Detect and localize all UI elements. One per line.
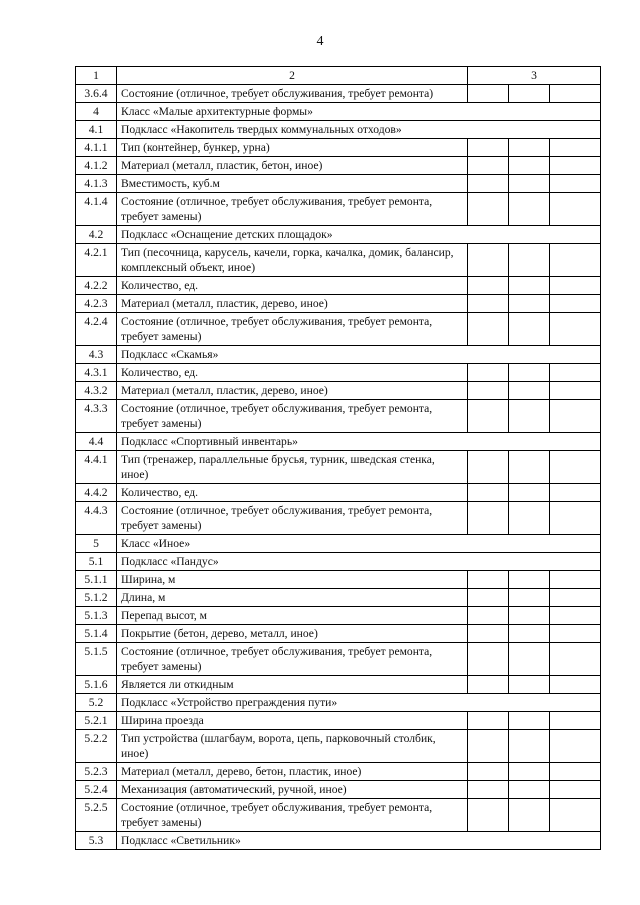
value-cell [550, 676, 601, 694]
value-cell [550, 193, 601, 226]
value-cell [509, 295, 550, 313]
row-number: 5.1 [76, 553, 117, 571]
value-cell [550, 484, 601, 502]
header-col-1: 1 [76, 67, 117, 85]
row-description: Подкласс «Устройство преграждения пути» [117, 694, 601, 712]
row-number: 5.1.3 [76, 607, 117, 625]
value-cell [468, 400, 509, 433]
value-cell [509, 763, 550, 781]
table-row [76, 625, 601, 643]
table-row [76, 382, 601, 400]
value-cell [468, 364, 509, 382]
value-cell [509, 799, 550, 832]
value-cell [550, 712, 601, 730]
row-number: 5.1.4 [76, 625, 117, 643]
table-row [76, 694, 601, 712]
table-row [76, 85, 601, 103]
table-row [76, 346, 601, 364]
row-number: 5 [76, 535, 117, 553]
row-description: Подкласс «Оснащение детских площадок» [117, 226, 601, 244]
page-number: 4 [316, 34, 324, 49]
value-cell [550, 451, 601, 484]
row-description: Количество, ед. [117, 277, 468, 295]
value-cell [550, 643, 601, 676]
table-row [76, 763, 601, 781]
row-number: 5.1.2 [76, 589, 117, 607]
value-cell [550, 157, 601, 175]
row-number: 4.4.1 [76, 451, 117, 484]
row-number: 4.2.3 [76, 295, 117, 313]
row-description: Тип (песочница, карусель, качели, горка, качалка, домик, балансир, комплексный объект, иное) [117, 244, 468, 277]
value-cell [550, 730, 601, 763]
row-description: Материал (металл, пластик, бетон, иное) [117, 157, 468, 175]
value-cell [509, 484, 550, 502]
row-number: 4.1.2 [76, 157, 117, 175]
row-description: Длина, м [117, 589, 468, 607]
value-cell [468, 277, 509, 295]
row-description: Механизация (автоматический, ручной, иное) [117, 781, 468, 799]
value-cell [550, 244, 601, 277]
table-row [76, 277, 601, 295]
row-number: 4.2.1 [76, 244, 117, 277]
row-number: 4.4.3 [76, 502, 117, 535]
table-row [76, 799, 601, 832]
value-cell [550, 313, 601, 346]
row-description: Состояние (отличное, требует обслуживания, требует ремонта, требует замены) [117, 502, 468, 535]
table-row [76, 553, 601, 571]
value-cell [468, 643, 509, 676]
table-row [76, 502, 601, 535]
value-cell [509, 244, 550, 277]
value-cell [509, 139, 550, 157]
row-number: 4.2.2 [76, 277, 117, 295]
table-row [76, 295, 601, 313]
value-cell [550, 763, 601, 781]
row-description: Состояние (отличное, требует обслуживания, требует ремонта) [117, 85, 468, 103]
row-number: 4.1.4 [76, 193, 117, 226]
value-cell [509, 781, 550, 799]
value-cell [509, 175, 550, 193]
value-cell [550, 277, 601, 295]
row-description: Ширина проезда [117, 712, 468, 730]
value-cell [509, 712, 550, 730]
value-cell [468, 295, 509, 313]
row-description: Подкласс «Светильник» [117, 832, 601, 850]
row-description: Тип (тренажер, параллельные брусья, турник, шведская стенка, иное) [117, 451, 468, 484]
value-cell [550, 625, 601, 643]
row-description: Тип устройства (шлагбаум, ворота, цепь, парковочный столбик, иное) [117, 730, 468, 763]
value-cell [550, 295, 601, 313]
value-cell [509, 85, 550, 103]
value-cell [550, 781, 601, 799]
value-cell [468, 712, 509, 730]
row-number: 5.2.1 [76, 712, 117, 730]
value-cell [468, 799, 509, 832]
table-row [76, 433, 601, 451]
value-cell [509, 607, 550, 625]
row-number: 5.2 [76, 694, 117, 712]
table-row [76, 535, 601, 553]
value-cell [550, 364, 601, 382]
value-cell [550, 502, 601, 535]
table-row [76, 364, 601, 382]
row-description: Подкласс «Скамья» [117, 346, 601, 364]
row-number: 5.2.4 [76, 781, 117, 799]
row-number: 4.3.2 [76, 382, 117, 400]
row-description: Перепад высот, м [117, 607, 468, 625]
row-description: Состояние (отличное, требует обслуживания, требует ремонта, требует замены) [117, 799, 468, 832]
value-cell [468, 571, 509, 589]
row-number: 4.3 [76, 346, 117, 364]
row-number: 4.1 [76, 121, 117, 139]
row-description: Количество, ед. [117, 484, 468, 502]
table-row [76, 643, 601, 676]
table-row [76, 175, 601, 193]
table-row [76, 157, 601, 175]
value-cell [550, 400, 601, 433]
table-row [76, 400, 601, 433]
row-number: 4.2 [76, 226, 117, 244]
table-row [76, 226, 601, 244]
row-number: 5.1.6 [76, 676, 117, 694]
table-row [76, 484, 601, 502]
value-cell [468, 763, 509, 781]
table-row [76, 571, 601, 589]
row-number: 5.3 [76, 832, 117, 850]
value-cell [550, 139, 601, 157]
value-cell [468, 484, 509, 502]
value-cell [509, 502, 550, 535]
value-cell [468, 382, 509, 400]
table-row [76, 781, 601, 799]
value-cell [509, 589, 550, 607]
row-number: 5.2.5 [76, 799, 117, 832]
value-cell [550, 85, 601, 103]
row-number: 5.2.2 [76, 730, 117, 763]
row-number: 4.1.3 [76, 175, 117, 193]
row-description: Материал (металл, пластик, дерево, иное) [117, 382, 468, 400]
row-description: Состояние (отличное, требует обслуживания, требует ремонта, требует замены) [117, 643, 468, 676]
row-description: Состояние (отличное, требует обслуживания, требует ремонта, требует замены) [117, 313, 468, 346]
value-cell [468, 85, 509, 103]
header-col-3: 3 [468, 67, 601, 85]
table-row [76, 589, 601, 607]
value-cell [468, 676, 509, 694]
row-description: Подкласс «Пандус» [117, 553, 601, 571]
value-cell [468, 193, 509, 226]
value-cell [509, 571, 550, 589]
value-cell [468, 313, 509, 346]
attributes-table [75, 66, 601, 850]
value-cell [468, 244, 509, 277]
table-header-row [76, 67, 601, 85]
value-cell [509, 730, 550, 763]
value-cell [509, 364, 550, 382]
row-description: Материал (металл, дерево, бетон, пластик, иное) [117, 763, 468, 781]
value-cell [509, 676, 550, 694]
table-row [76, 451, 601, 484]
row-number: 5.2.3 [76, 763, 117, 781]
value-cell [550, 607, 601, 625]
value-cell [468, 175, 509, 193]
value-cell [550, 382, 601, 400]
value-cell [509, 643, 550, 676]
row-number: 4.4 [76, 433, 117, 451]
row-number: 4.3.3 [76, 400, 117, 433]
row-description: Тип (контейнер, бункер, урна) [117, 139, 468, 157]
value-cell [550, 799, 601, 832]
value-cell [509, 193, 550, 226]
value-cell [509, 157, 550, 175]
value-cell [468, 625, 509, 643]
value-cell [509, 382, 550, 400]
row-number: 3.6.4 [76, 85, 117, 103]
table-row [76, 313, 601, 346]
row-number: 5.1.5 [76, 643, 117, 676]
row-number: 5.1.1 [76, 571, 117, 589]
value-cell [509, 277, 550, 295]
value-cell [468, 451, 509, 484]
table-row [76, 832, 601, 850]
table-row [76, 244, 601, 277]
row-description: Количество, ед. [117, 364, 468, 382]
value-cell [468, 781, 509, 799]
table-row [76, 139, 601, 157]
table-row [76, 121, 601, 139]
table-row [76, 676, 601, 694]
row-number: 4.2.4 [76, 313, 117, 346]
value-cell [468, 607, 509, 625]
table-row [76, 193, 601, 226]
header-col-2: 2 [117, 67, 468, 85]
row-description: Материал (металл, пластик, дерево, иное) [117, 295, 468, 313]
table-row [76, 607, 601, 625]
row-description: Класс «Иное» [117, 535, 601, 553]
row-description: Покрытие (бетон, дерево, металл, иное) [117, 625, 468, 643]
row-number: 4.3.1 [76, 364, 117, 382]
row-description: Является ли откидным [117, 676, 468, 694]
value-cell [550, 571, 601, 589]
row-description: Состояние (отличное, требует обслуживания, требует ремонта, требует замены) [117, 400, 468, 433]
table-row [76, 730, 601, 763]
value-cell [550, 175, 601, 193]
value-cell [468, 157, 509, 175]
value-cell [468, 730, 509, 763]
row-number: 4.1.1 [76, 139, 117, 157]
row-number: 4.4.2 [76, 484, 117, 502]
row-description: Класс «Малые архитектурные формы» [117, 103, 601, 121]
row-description: Подкласс «Спортивный инвентарь» [117, 433, 601, 451]
row-number: 4 [76, 103, 117, 121]
value-cell [509, 451, 550, 484]
value-cell [468, 502, 509, 535]
row-description: Ширина, м [117, 571, 468, 589]
table-row [76, 103, 601, 121]
row-description: Подкласс «Накопитель твердых коммунальных отходов» [117, 121, 601, 139]
row-description: Вместимость, куб.м [117, 175, 468, 193]
row-description: Состояние (отличное, требует обслуживания, требует ремонта, требует замены) [117, 193, 468, 226]
value-cell [509, 313, 550, 346]
value-cell [468, 139, 509, 157]
value-cell [509, 400, 550, 433]
value-cell [468, 589, 509, 607]
value-cell [509, 625, 550, 643]
value-cell [550, 589, 601, 607]
table-row [76, 712, 601, 730]
